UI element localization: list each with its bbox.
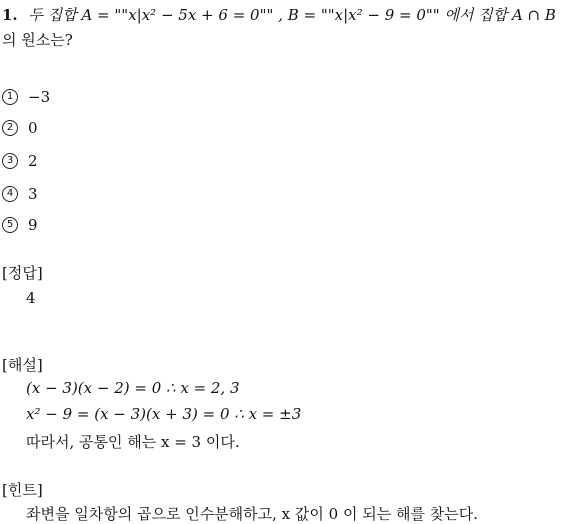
option-5[interactable] <box>2 216 38 234</box>
option-text: −3 <box>28 88 51 106</box>
question-line-1 <box>2 4 556 25</box>
question-text-line-2: 의 원소는? <box>2 31 73 49</box>
option-text: 3 <box>28 185 38 203</box>
option-text: 0 <box>28 119 38 137</box>
option-text: 9 <box>28 216 38 234</box>
answer-value: 4 <box>26 289 36 307</box>
question-number: 1. <box>2 6 18 24</box>
explanation-line-3: 따라서, 공통인 해는 x = 3 이다. <box>26 433 240 451</box>
option-marker: 3 <box>2 153 18 169</box>
explanation-heading: [해설] <box>2 356 43 374</box>
question-text-line-1: 두 집합 A = ""x|x² − 5x + 6 = 0"" , B = ""x|x² − 9 = 0"" 에서 집합 A ∩ B <box>28 6 556 24</box>
hint-heading: [힌트] <box>2 481 43 499</box>
option-1[interactable] <box>2 88 50 106</box>
explanation-line-2: x² − 9 = (x − 3)(x + 3) = 0 ∴ x = ±3 <box>26 405 302 423</box>
option-marker: 5 <box>2 217 18 233</box>
option-marker: 2 <box>2 120 18 136</box>
hint-text: 좌변을 일차항의 곱으로 인수분해하고, x 값이 0 이 되는 해를 찾는다. <box>26 505 478 523</box>
explanation-line-1: (x − 3)(x − 2) = 0 ∴ x = 2, 3 <box>26 379 240 397</box>
answer-heading: [정답] <box>2 264 43 282</box>
option-marker: 4 <box>2 186 18 202</box>
option-4[interactable] <box>2 185 38 203</box>
option-2[interactable] <box>2 119 38 137</box>
option-text: 2 <box>28 152 38 170</box>
option-marker: 1 <box>2 89 18 105</box>
option-3[interactable] <box>2 152 38 170</box>
